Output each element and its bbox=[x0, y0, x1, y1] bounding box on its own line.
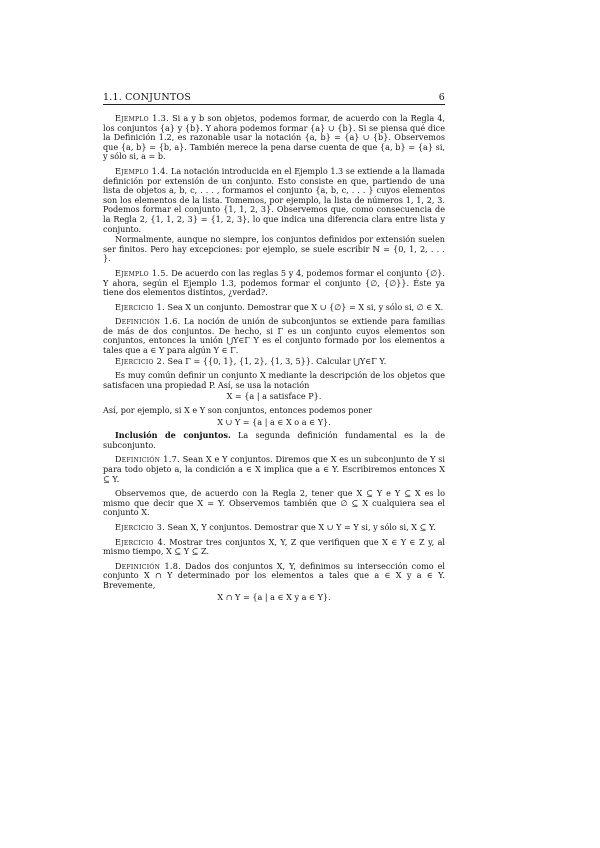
paragraph-text: Sea Γ = {{0, 1}, {1, 2}, {1, 3, 5}}. Calcular ⋃Y∈Γ Y. bbox=[164, 355, 387, 366]
paragraph-text: Mostrar tres conjuntos X, Y, Z que verifiquen que X ∈ Y ∈ Z y, al mismo tiempo, X ⊆ Y ⊆ Z. bbox=[103, 536, 445, 557]
paragraph bbox=[103, 357, 445, 367]
paragraph bbox=[103, 455, 445, 484]
paragraph-text: Sea X un conjunto. Demostrar que X ∪ {∅} = X si, y sólo si, ∅ ∈ X. bbox=[164, 301, 444, 312]
paragraph-text: Es muy común definir un conjunto X mediante la descripción de los objetos que satisfacen una propiedad P. Así, se usa la notación bbox=[103, 370, 445, 390]
paragraph-text: Observemos que, de acuerdo con la Regla 2, tener que X ⊆ Y e Y ⊆ X es lo mismo que decir que X = Y. Observemos también que ∅ ⊆ X cualquiera sea el conjunto X. bbox=[103, 488, 445, 518]
paragraph-label: Definición 1.7. bbox=[115, 454, 180, 465]
paragraph-text: La segunda definición fundamental es la de subconjunto. bbox=[103, 430, 445, 450]
paragraph-label: Ejemplo 1.4. bbox=[115, 165, 169, 176]
paragraph-label: Ejercicio 3. bbox=[115, 521, 165, 532]
paragraph bbox=[103, 167, 445, 234]
paragraph-text: Dados dos conjuntos X, Y, definimos su intersección como el conjunto X ∩ Y determinado por los elementos a tales que a ∈ X y a ∈ Y. Brevemente, bbox=[103, 560, 446, 590]
section-title: 1.1. CONJUNTOS bbox=[103, 92, 192, 103]
paragraph-text: Sean X e Y conjuntos. Diremos que X es un subconjunto de Y si para todo objeto a, la condición a ∈ X implica que a ∈ Y. Escribiremos entonces X ⊆ Y. bbox=[103, 454, 446, 484]
paragraph bbox=[103, 303, 445, 313]
paragraph-text: La notación introducida en el Ejemplo 1.3 se extiende a la llamada definición por extensión de un conjunto. Esto consiste en que, partiendo de una lista de objetos a, b, c, . . . , formamos el conjunto {a, b, c, . . . } cuyos elementos son los elementos de la lista. Tomemos, por ejemplo, la lista de números 1, 1, 2, 3. Podemos formar el conjunto {1, 1, 2, 3}. Observemos que, como consecuencia de la Regla 2, {1, 1, 2, 3} = {1, 2, 3}, lo que indica una diferencia clara entre lista y conjunto. bbox=[103, 165, 445, 234]
paragraph bbox=[103, 269, 445, 298]
book-page bbox=[103, 92, 445, 606]
paragraph-text: La noción de unión de subconjuntos se extiende para familias de más de dos conjuntos. De hecho, si Γ es un conjunto cuyos elementos son conjuntos, entonces la unión ⋃Y∈Γ Y es el conjunto formado por los elementos a tales que a ∈ Y para algún Y ∈ Γ. bbox=[103, 316, 445, 356]
paragraph-label: Ejercicio 2. bbox=[115, 355, 165, 366]
paragraph bbox=[103, 317, 445, 355]
set-builder-formula: X = {a | a satisface P}. bbox=[226, 391, 322, 402]
paragraph-label: Definición 1.6. bbox=[115, 316, 181, 327]
paragraph bbox=[103, 371, 445, 390]
running-header bbox=[103, 92, 445, 105]
paragraph bbox=[103, 538, 445, 557]
union-formula: X ∪ Y = {a | a ∈ X o a ∈ Y}. bbox=[217, 416, 331, 427]
paragraph-label: Ejemplo 1.3. bbox=[115, 113, 169, 123]
paragraph-group-1 bbox=[103, 114, 445, 390]
paragraph-text: Si a y b son objetos, podemos formar, de acuerdo con la Regla 4, los conjuntos {a} y {b}. Y ahora podemos formar {a} ∪ {b}. Si se piensa qué dice la Definición 1.2, es razonable usar la notación {a, b} = {a} ∪ {b}. Observemos que {a, b} = {b, a}. También merece la pena darse cuenta de que {a, b} = {a} si, y sólo si, a = b. bbox=[103, 113, 445, 162]
intersection-formula: X ∩ Y = {a | a ∈ X y a ∈ Y}. bbox=[217, 591, 331, 602]
paragraph bbox=[103, 114, 445, 162]
paragraph bbox=[103, 235, 445, 264]
paragraph-text: Normalmente, aunque no siempre, los conjuntos definidos por extensión suelen ser finitos. Pero hay excepciones: por ejemplo, se suele escribir ℕ = {0, 1, 2, . . . }. bbox=[103, 234, 445, 264]
page-number: 6 bbox=[438, 92, 445, 103]
paragraph bbox=[103, 431, 445, 450]
paragraph bbox=[103, 562, 445, 591]
paragraph bbox=[103, 523, 445, 533]
page-body bbox=[103, 114, 445, 602]
paragraph: Así, por ejemplo, si X e Y son conjuntos, entonces podemos poner bbox=[103, 405, 373, 416]
paragraph bbox=[103, 489, 445, 518]
paragraph-label: Ejercicio 4. bbox=[115, 536, 166, 547]
paragraph-text: Sean X, Y conjuntos. Demostrar que X ∪ Y = Y si, y sólo si, X ⊆ Y. bbox=[164, 521, 436, 532]
paragraph-label: Ejercicio 1. bbox=[115, 301, 165, 312]
paragraph-label: Definición 1.8. bbox=[115, 560, 182, 571]
paragraph-text: De acuerdo con las reglas 5 y 4, podemos formar el conjunto {∅}. Y ahora, según el Ejemplo 1.3, podemos formar el conjunto {∅, {∅}}. Éste ya tiene dos elementos distintos, ¿verdad?. bbox=[103, 267, 445, 298]
paragraph-label: Ejemplo 1.5. bbox=[115, 267, 169, 278]
paragraph-group-2 bbox=[103, 431, 445, 590]
subsection-heading: Inclusión de conjuntos. bbox=[115, 430, 231, 441]
